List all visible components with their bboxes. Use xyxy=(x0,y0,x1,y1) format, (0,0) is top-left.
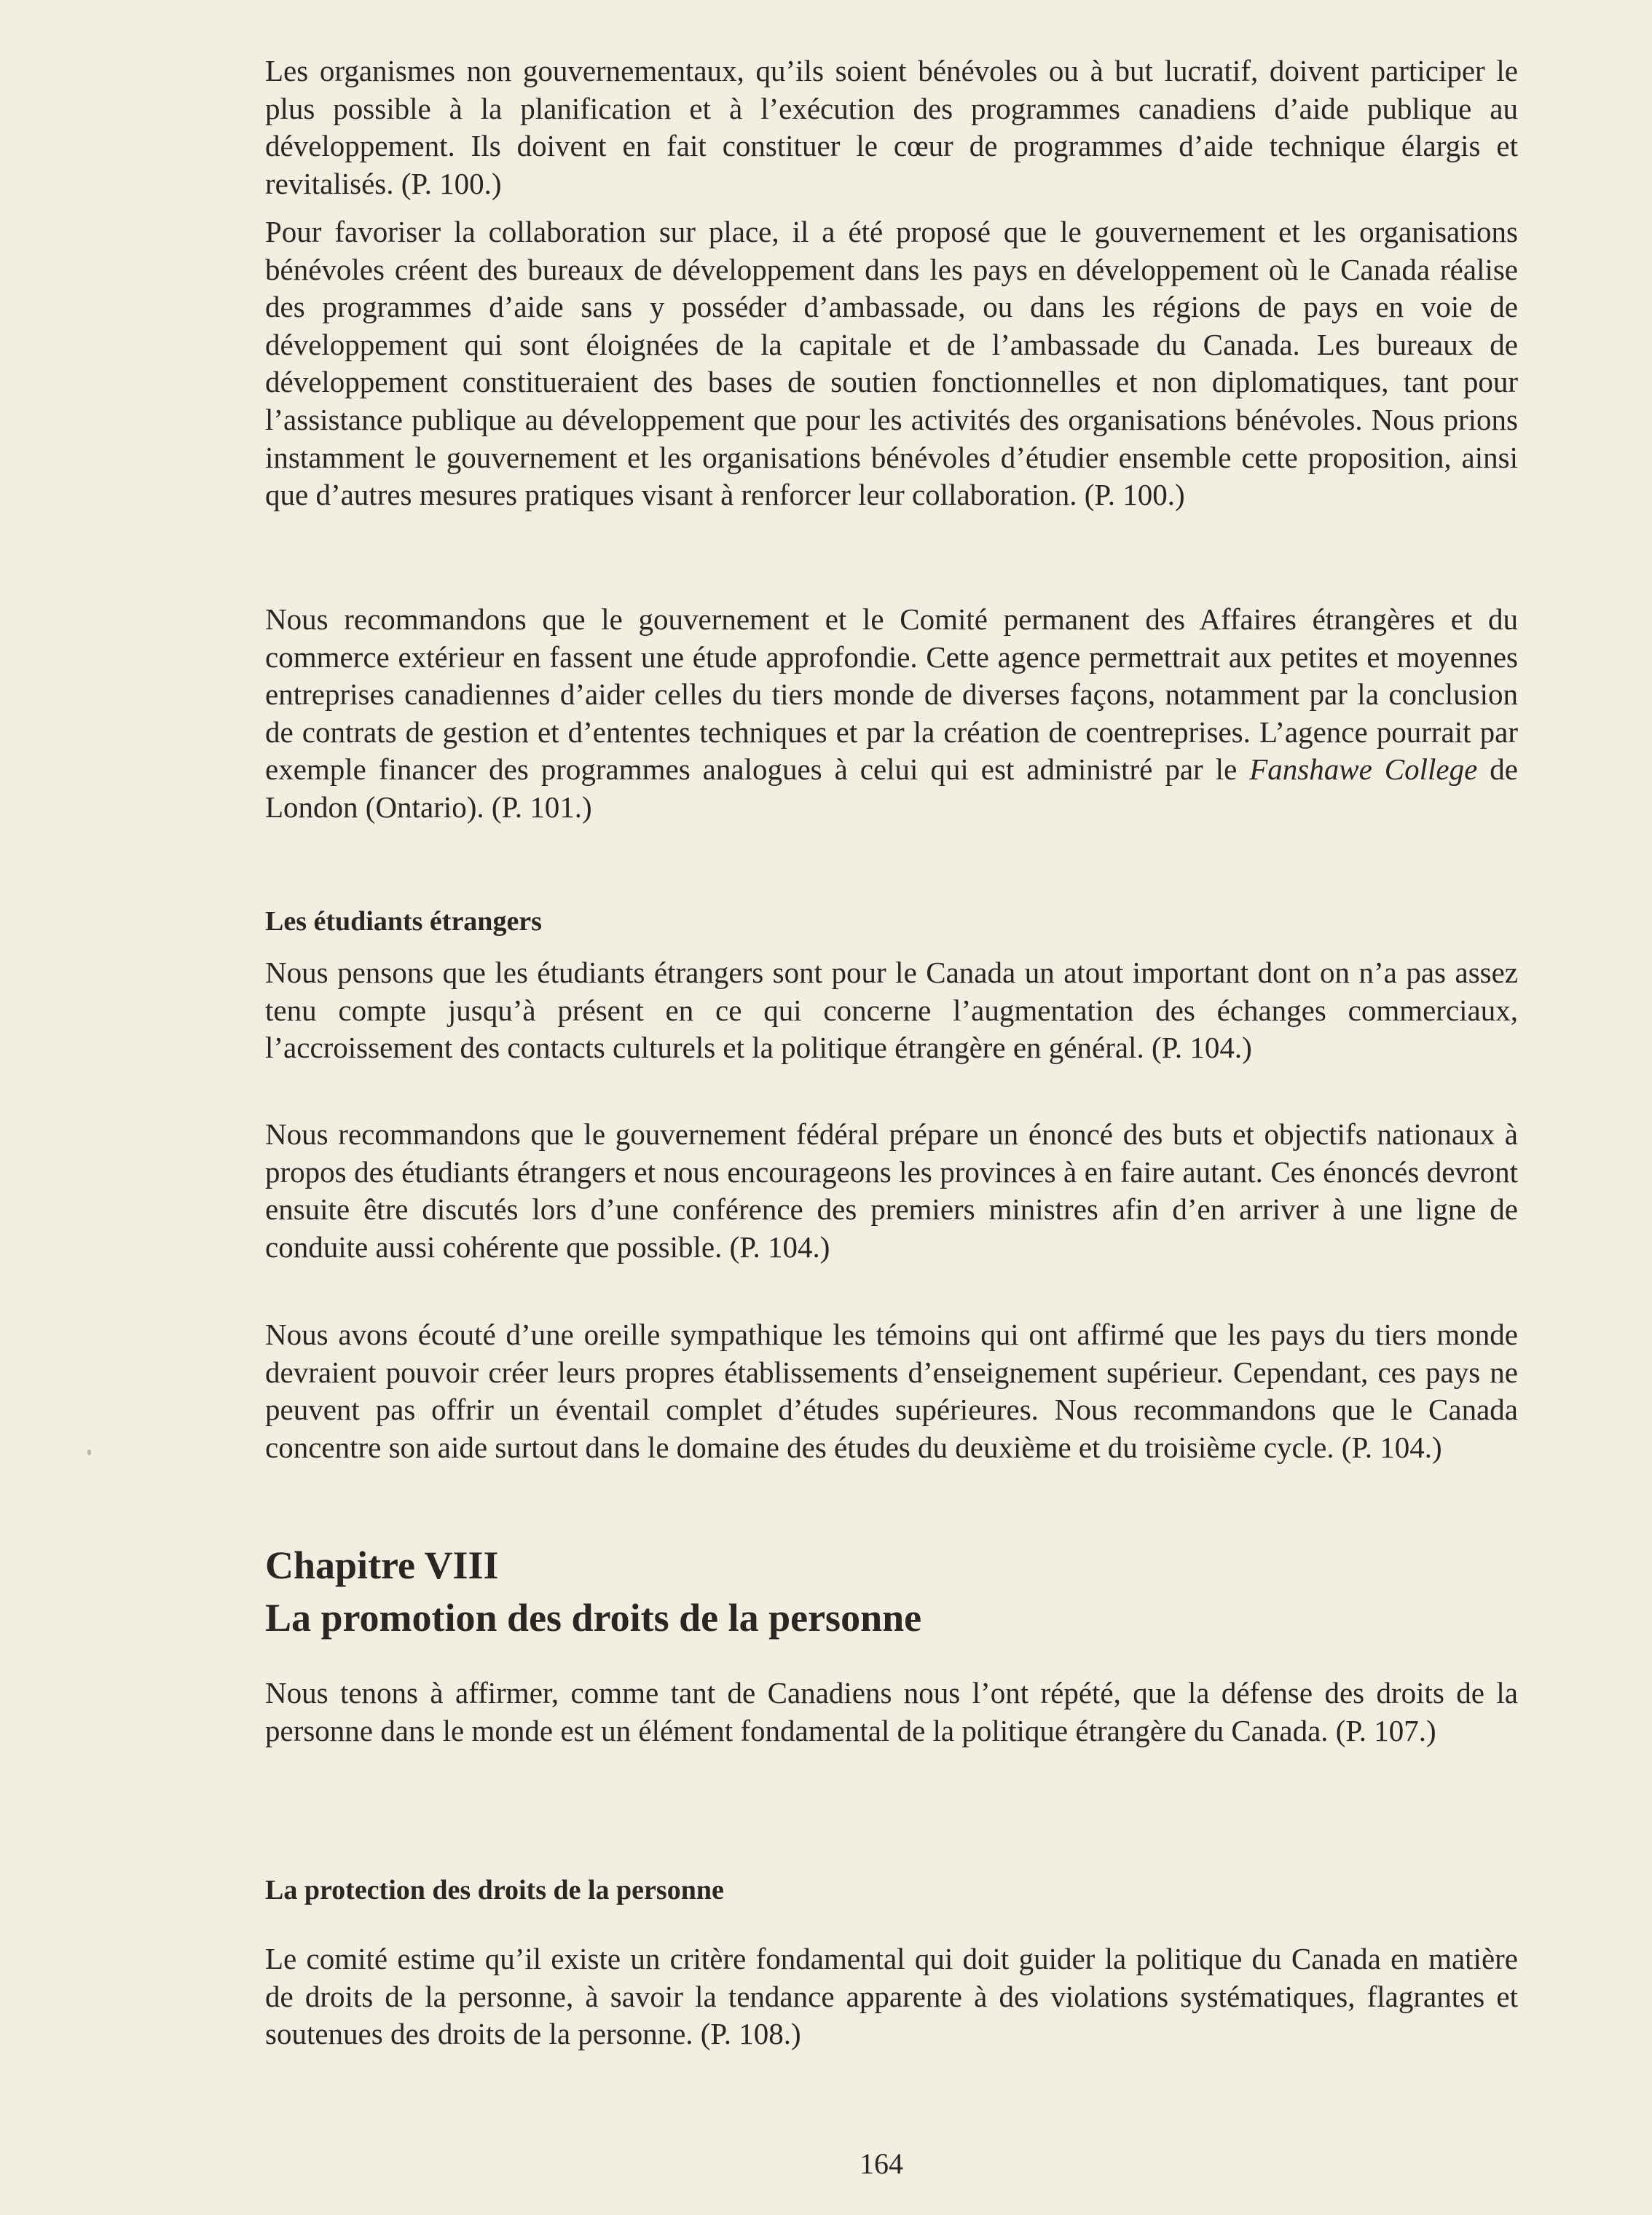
paragraph-foreign-students-asset: Nous pensons que les étudiants étrangers sont pour le Canada un atout important dont on n’a pas assez tenu compte jusqu’à présent en ce qui concerne l’augmentation des échanges commerciaux, l’accroissement des contacts culturels et la politique étrangère en général. (P. 104.) xyxy=(265,956,1518,1065)
chapter-title-heading: La promotion des droits de la personne xyxy=(265,1596,922,1640)
paper-speck xyxy=(87,1449,91,1455)
subheading-rights-protection: La protection des droits de la personne xyxy=(265,1875,724,1905)
paragraph-national-goals: Nous recommandons que le gouvernement fédéral prépare un énoncé des buts et objectifs nationaux à propos des étudiants étrangers et nous encourageons les provinces à en faire autant. Ces énoncés devront ensuite être discutés lors d’une conférence des premiers ministres afin d’en arriver à une ligne de conduite aussi cohérente que possible. (P. 104.) xyxy=(265,1117,1518,1264)
college-name-italic: Fanshawe College xyxy=(1249,752,1478,787)
paragraph-fundamental-criterion: Le comité estime qu’il existe un critère fondamental qui doit guider la politique du Canada en matière de droits de la personne, à savoir la tendance apparente à des violations systématiques, flagrantes et soutenues des droits de la personne. (P. 108.) xyxy=(265,1942,1518,2051)
paragraph-human-rights-defense: Nous tenons à affirmer, comme tant de Canadiens nous l’ont répété, que la défense des droits de la personne dans le monde est un élément fondamental de la politique étrangère du Canada. (P. 107.) xyxy=(265,1676,1518,1747)
subheading-foreign-students: Les étudiants étrangers xyxy=(265,906,542,937)
paragraph-agency-study-text: Nous recommandons que le gouvernement et le Comité permanent des Affaires étrangères et du commerce extérieur en fassent une étude approfondie. Cette agence permettrait aux petites et moyennes entreprises canadiennes d’aider celles du tiers monde de diverses façons, notamment par la conclusion de contrats de gestion et d’ententes techniques et par la création de coentreprises. L’agence pourrait par exemple financer des programmes analogues à celui qui est administré par le xyxy=(265,602,1518,787)
chapter-number-heading: Chapitre VIII xyxy=(265,1543,499,1587)
paragraph-development-offices: Pour favoriser la collaboration sur place, il a été proposé que le gouvernement et les organisations bénévoles créent des bureaux de développement dans les pays en développement où le Canada réalise des programmes d’aide sans y posséder d’ambassade, ou dans les régions de pays en voie de développement qui sont éloignées de la capitale et de l’ambassade du Canada. Les bureaux de développement constitueraient des bases de soutien fonctionnelles et non diplomatiques, tant pour l’assistance publique au développement que pour les activités des organisations bénévoles. Nous prions instamment le gouvernement et les organisations bénévoles d’étudier ensemble cette proposition, ainsi que d’autres mesures pratiques visant à renforcer leur collaboration. (P. 100.) xyxy=(265,215,1518,512)
paragraph-agency-study xyxy=(265,601,1518,827)
page-number: 164 xyxy=(860,2147,903,2180)
paragraph-ngo-participation: Les organismes non gouvernementaux, qu’ils soient bénévoles ou à but lucratif, doivent participer le plus possible à la planification et à l’exécution des programmes canadiens d’aide publique au développement. Ils doivent en fait constituer le cœur de programmes d’aide technique élargis et revitalisés. (P. 100.) xyxy=(265,54,1518,200)
paragraph-higher-education: Nous avons écouté d’une oreille sympathique les témoins qui ont affirmé que les pays du tiers monde devraient pouvoir créer leurs propres établissements d’enseignement supérieur. Cependant, ces pays ne peuvent pas offrir un éventail complet d’études supérieures. Nous recommandons que le Canada concentre son aide surtout dans le domaine des études du deuxième et du troisième cycle. (P. 104.) xyxy=(265,1318,1518,1464)
paragraph-agency-study-end: de London (Ontario). (P. 101.) xyxy=(265,752,1518,824)
